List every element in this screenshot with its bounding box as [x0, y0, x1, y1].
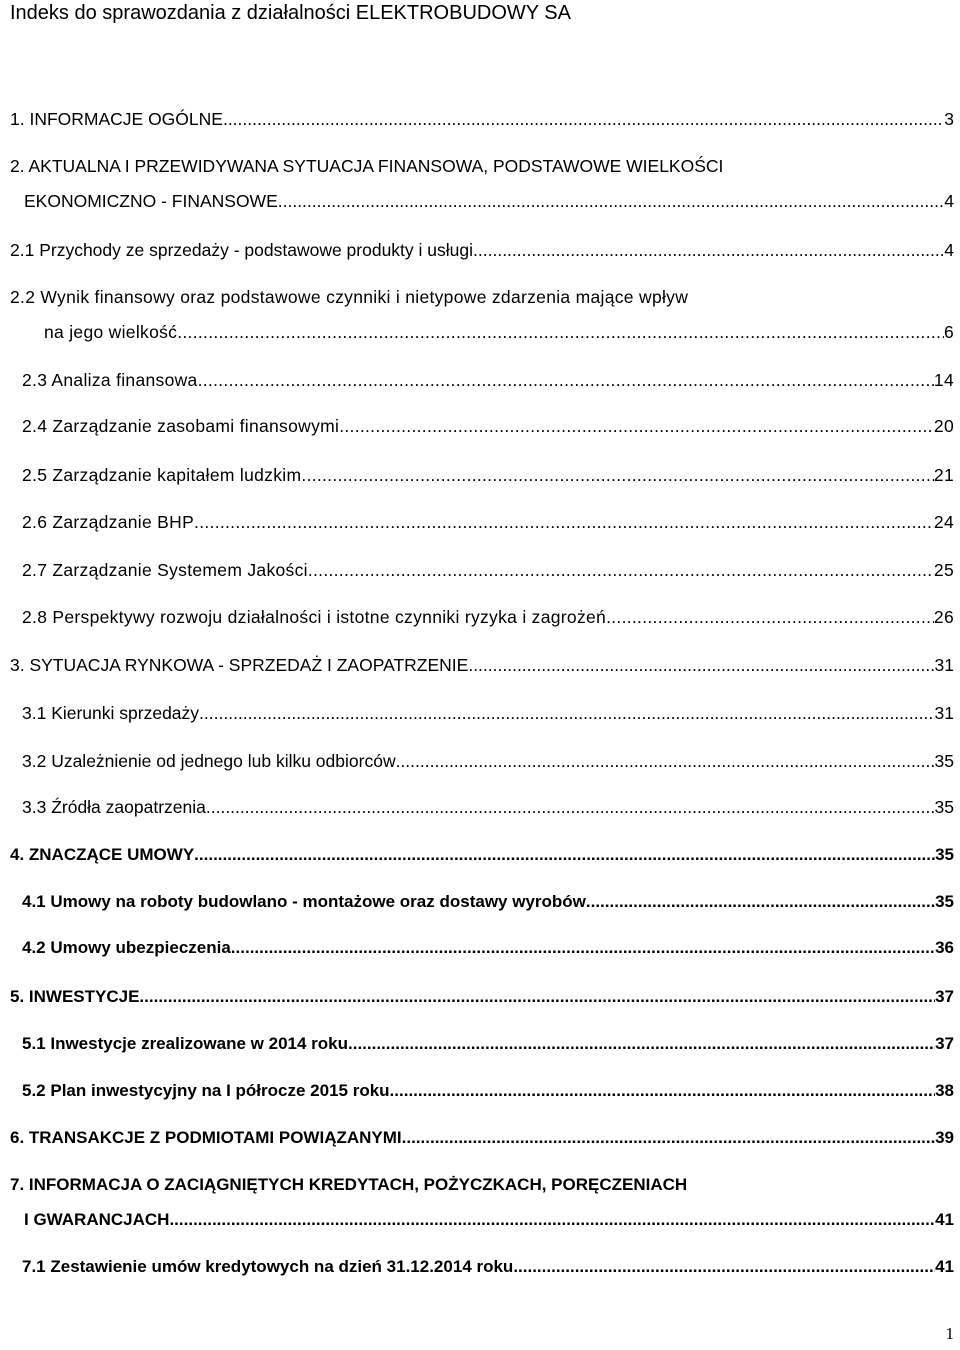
toc-entry-text: 5. INWESTYCJE — [10, 987, 140, 1006]
toc-entry-page: 26 — [933, 607, 954, 627]
toc-entry[interactable] — [0, 1256, 954, 1278]
toc-leader-dots — [586, 891, 935, 913]
toc-entry-text: 7.1 Zestawienie umów kredytowych na dzień 31.12.2014 roku — [22, 1257, 514, 1276]
toc-entry-text: 2.7 Zarządzanie Systemem Jakości — [22, 560, 308, 580]
toc-entry[interactable] — [0, 1127, 954, 1149]
toc-entry-page: 21 — [933, 465, 954, 485]
toc-leader-dots — [177, 321, 944, 343]
toc-entry-page: 36 — [935, 938, 954, 957]
toc-entry-page: 41 — [935, 1257, 954, 1276]
toc-entry-text: 2.4 Zarządzanie zasobami finansowymi — [22, 416, 340, 436]
toc-entry-text: 3. SYTUACJA RYNKOWA - SPRZEDAŻ I ZAOPATRZENIE — [10, 655, 469, 675]
toc-entry-text: 3.2 Uzależnienie od jednego lub kilku odbiorców — [22, 751, 396, 771]
toc-entry-text: 4.1 Umowy na roboty budowlano - montażowe oraz dostawy wyrobów — [22, 892, 586, 911]
toc-entry[interactable] — [0, 986, 954, 1008]
toc-entry-text-line2: I GWARANCJACH — [24, 1210, 170, 1229]
toc-entry[interactable] — [0, 891, 954, 913]
toc-leader-dots — [339, 415, 934, 437]
toc-entry[interactable] — [0, 796, 954, 818]
toc-entry-page: 35 — [934, 797, 954, 817]
toc-entry-page: 35 — [935, 892, 954, 911]
document-title: Indeks do sprawozdania z działalności ELEKTROBUDOWY SA — [10, 2, 571, 24]
toc-entry-page: 37 — [935, 987, 954, 1006]
toc-entry-text: 2.6 Zarządzanie BHP — [22, 512, 195, 532]
toc-entry[interactable] — [0, 654, 954, 676]
toc-entry-page: 24 — [933, 512, 954, 532]
toc-entry-page: 31 — [934, 703, 954, 723]
toc-entry[interactable] — [0, 464, 954, 486]
toc-entry[interactable] — [0, 286, 954, 343]
toc-entry-text: 2.3 Analiza finansowa — [22, 370, 198, 390]
toc-entry-text-line2: na jego wielkość — [44, 322, 178, 342]
toc-entry-text: 2.8 Perspektywy rozwoju działalności i istotne czynniki ryzyka i zagrożeń — [22, 607, 607, 627]
toc-entry-text-line2: EKONOMICZNO - FINANSOWE — [24, 191, 278, 211]
toc-entry-text: 5.2 Plan inwestycyjny na I półrocze 2015 roku — [22, 1081, 390, 1100]
toc-leader-dots — [139, 986, 935, 1008]
toc-entry[interactable] — [0, 239, 954, 261]
toc-entry-text: 2.1 Przychody ze sprzedaży - podstawowe produkty i usługi — [10, 240, 474, 260]
toc-leader-dots — [308, 559, 934, 581]
toc-leader-dots — [194, 844, 935, 866]
toc-entry-text: 4. ZNACZĄCE UMOWY — [10, 845, 195, 864]
toc-entry-text: 2.5 Zarządzanie kapitałem ludzkim — [22, 465, 302, 485]
toc-entry-page: 38 — [935, 1081, 954, 1100]
toc-leader-dots — [231, 937, 935, 959]
toc-entry[interactable] — [0, 108, 954, 130]
toc-leader-dots — [206, 796, 935, 818]
toc-entry-text: 1. INFORMACJE OGÓLNE — [10, 109, 223, 129]
toc-leader-dots — [348, 1033, 935, 1055]
toc-leader-dots — [473, 239, 944, 261]
toc-leader-dots — [278, 190, 945, 212]
toc-entry-page: 31 — [934, 655, 954, 675]
toc-leader-dots — [223, 108, 944, 130]
toc-entry[interactable] — [0, 606, 954, 628]
toc-entry-page: 6 — [943, 322, 954, 342]
toc-entry-page: 20 — [933, 416, 954, 436]
toc-leader-dots — [198, 369, 934, 391]
toc-entry-text: 4.2 Umowy ubezpieczenia — [22, 938, 231, 957]
toc-entry-page: 14 — [933, 370, 954, 390]
toc-leader-dots — [402, 1127, 935, 1149]
toc-entry-text: 6. TRANSAKCJE Z PODMIOTAMI POWIĄZANYMI — [10, 1128, 402, 1147]
toc-leader-dots — [169, 1209, 935, 1231]
toc-entry[interactable] — [0, 750, 954, 772]
toc-entry-text: 3.1 Kierunki sprzedaży — [22, 703, 200, 723]
toc-entry[interactable] — [0, 511, 954, 533]
toc-entry-text: 3.3 Źródła zaopatrzenia — [22, 797, 206, 817]
toc-entry[interactable] — [0, 369, 954, 391]
toc-leader-dots — [606, 606, 934, 628]
toc-entry-text-line1: 2.2 Wynik finansowy oraz podstawowe czynniki i nietypowe zdarzenia mające wpływ — [10, 287, 689, 307]
toc-leader-dots — [301, 464, 934, 486]
toc-entry-text: 5.1 Inwestycje zrealizowane w 2014 roku — [22, 1034, 348, 1053]
toc-leader-dots — [199, 702, 934, 724]
toc-entry[interactable] — [0, 1080, 954, 1102]
toc-entry[interactable] — [0, 1174, 954, 1231]
toc-entry-page: 41 — [935, 1210, 954, 1229]
toc-entry-page: 4 — [944, 191, 954, 211]
toc-entry-text-line1: 2. AKTUALNA I PRZEWIDYWANA SYTUACJA FINANSOWA, PODSTAWOWE WIELKOŚCI — [10, 156, 724, 176]
toc-entry[interactable] — [0, 1033, 954, 1055]
toc-leader-dots — [513, 1256, 935, 1278]
toc-entry[interactable] — [0, 415, 954, 437]
toc-entry[interactable] — [0, 844, 954, 866]
toc-entry-text-line1: 7. INFORMACJA O ZACIĄGNIĘTYCH KREDYTACH, POŻYCZKACH, PORĘCZENIACH — [10, 1175, 688, 1194]
toc-entry-page: 25 — [933, 560, 954, 580]
toc-entry[interactable] — [0, 702, 954, 724]
toc-leader-dots — [194, 511, 934, 533]
toc-entry-page: 3 — [944, 109, 954, 129]
page-number: 1 — [945, 1324, 954, 1343]
toc-leader-dots — [390, 1080, 936, 1102]
toc-entry[interactable] — [0, 155, 954, 212]
toc-entry-page: 37 — [935, 1034, 954, 1053]
toc-entry-page: 35 — [934, 751, 954, 771]
toc-entry[interactable] — [0, 937, 954, 959]
toc-leader-dots — [396, 750, 935, 772]
toc-entry-page: 35 — [935, 845, 954, 864]
toc-entry-page: 39 — [935, 1128, 954, 1147]
toc-entry[interactable] — [0, 559, 954, 581]
toc-leader-dots — [468, 654, 934, 676]
toc-entry-page: 4 — [944, 240, 954, 260]
